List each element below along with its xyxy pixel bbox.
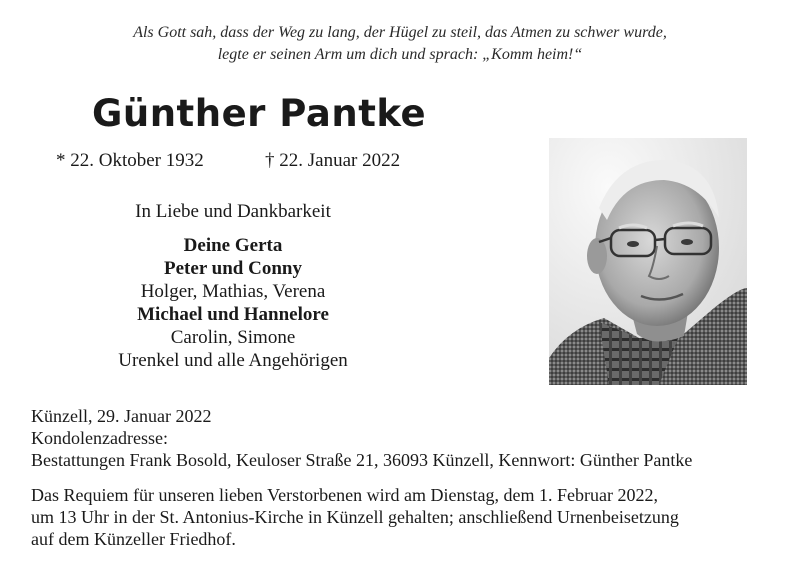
birth-date: * 22. Oktober 1932 (56, 150, 204, 171)
memorial-quote (40, 22, 760, 66)
portrait-photo (549, 138, 747, 385)
family-line: Michael und Hannelore (137, 304, 329, 325)
requiem-notice (31, 484, 679, 550)
requiem-line-2: um 13 Uhr in der St. Antonius-Kirche in Künzell gehalten; anschließend Urnenbeisetzung (31, 507, 679, 527)
place-date: Künzell, 29. Januar 2022 (31, 406, 212, 426)
condolence-address: Bestattungen Frank Bosold, Keuloser Straße 21, 36093 Künzell, Kennwort: Günther Pantke (31, 450, 693, 470)
deceased-name: Günther Pantke (92, 92, 427, 135)
family-line: Deine Gerta (183, 235, 283, 256)
requiem-line-1: Das Requiem für unseren lieben Verstorbenen wird am Dienstag, dem 1. Februar 2022, (31, 485, 659, 505)
requiem-line-3: auf dem Künzeller Friedhof. (31, 529, 236, 549)
portrait-illustration (549, 138, 747, 385)
quote-line-1: Als Gott sah, dass der Weg zu lang, der Hügel zu steil, das Atmen zu schwer wurde, (133, 24, 667, 41)
family-line: Urenkel und alle Angehörigen (118, 350, 348, 371)
condolence-label: Kondolenzadresse: (31, 428, 168, 448)
family-line: Peter und Conny (164, 258, 302, 279)
family-line: Carolin, Simone (170, 327, 296, 348)
dedication: In Liebe und Dankbarkeit (135, 201, 331, 222)
family-block (88, 200, 378, 372)
death-date: † 22. Januar 2022 (265, 150, 401, 171)
family-line: Holger, Mathias, Verena (140, 281, 326, 302)
quote-line-2: legte er seinen Arm um dich und sprach: „Komm heim!“ (217, 46, 583, 63)
footer-block (31, 405, 692, 471)
